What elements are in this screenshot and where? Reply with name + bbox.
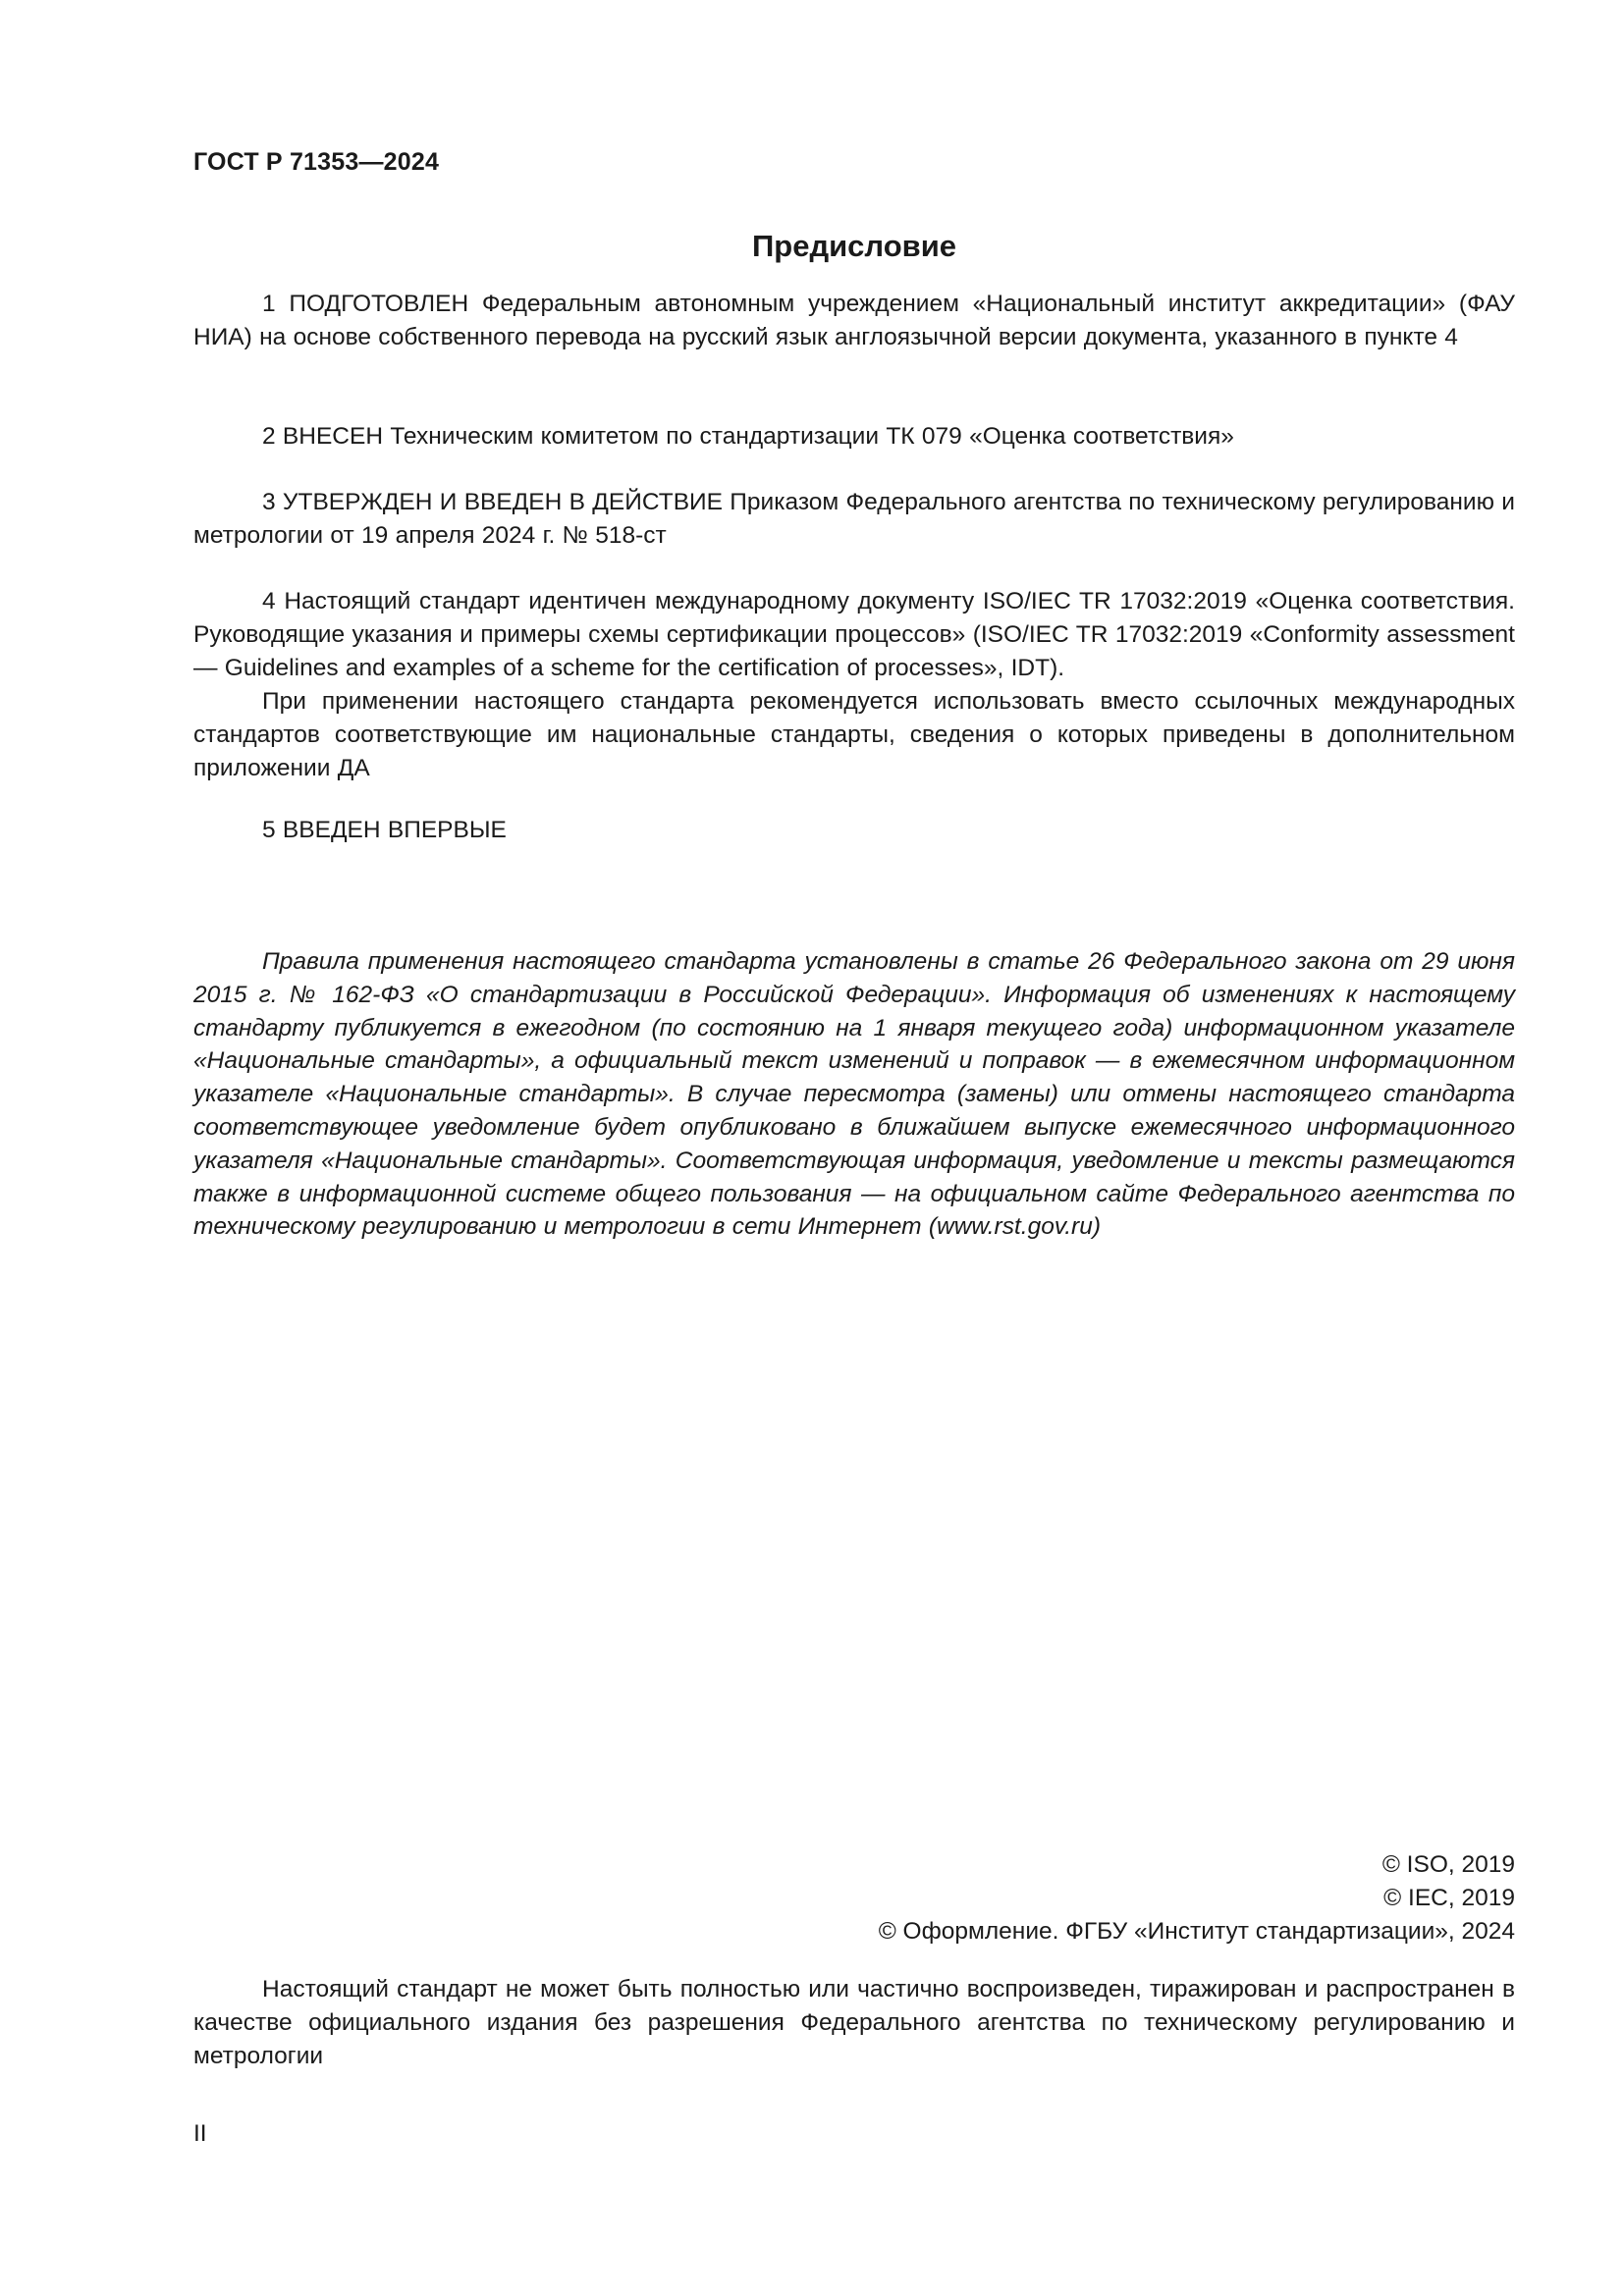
- foreword-item-5-text: 5 ВВЕДЕН ВПЕРВЫЕ: [262, 817, 507, 843]
- document-code: ГОСТ Р 71353—2024: [193, 148, 440, 176]
- foreword-item-3: [193, 486, 1515, 553]
- reproduction-notice-text: Настоящий стандарт не может быть полностью или частично воспроизведен, тиражирован и распространен в качестве официального издания без разрешения Федерального агентства по техническому регулированию и метрологии: [193, 1976, 1515, 2069]
- foreword-item-4: [193, 585, 1515, 785]
- foreword-item-1-text: 1 ПОДГОТОВЛЕН Федеральным автономным учреждением «Национальный институт аккредитации» (ФАУ НИА) на основе собственного перевода на русский язык англоязычной версии документа, указанного в пункте 4: [193, 291, 1515, 350]
- foreword-item-1: [193, 288, 1515, 354]
- page-title: Предисловие: [751, 229, 956, 263]
- copyright-block: [879, 1848, 1515, 1949]
- foreword-item-4-continuation: При применении настоящего стандарта рекомендуется использовать вместо ссылочных международных стандартов соответствующие им национальные стандарты, сведения о которых приведены в дополнительном приложении ДА: [193, 688, 1515, 781]
- legal-notice: [193, 945, 1515, 1244]
- foreword-item-3-text: 3 УТВЕРЖДЕН И ВВЕДЕН В ДЕЙСТВИЕ Приказом Федерального агентства по техническому регулированию и метрологии от 19 апреля 2024 г. № 518-ст: [193, 489, 1515, 549]
- reproduction-notice: [193, 1973, 1515, 2073]
- foreword-item-2: [193, 420, 1515, 454]
- foreword-item-2-text: 2 ВНЕСЕН Техническим комитетом по стандартизации ТК 079 «Оценка соответствия»: [262, 423, 1234, 450]
- page-number: II: [193, 2120, 207, 2147]
- legal-notice-text: Правила применения настоящего стандарта установлены в статье 26 Федерального закона от 29 июня 2015 г. № 162-ФЗ «О стандартизации в Российской Федерации». Информация об изменениях к настоящему стандарту публикуется в ежегодном (по состоянию на 1 января текущего года) информационном указателе «Национальные стандарты», а официальный текст изменений и поправок — в ежемесячном информационном указателе «Национальные стандарты». В случае пересмотра (замены) или отмены настоящего стандарта соответствующее уведомление будет опубликовано в ближайшем выпуске ежемесячного информационного указателя «Национальные стандарты». Соответствующая информация, уведомление и тексты размещаются также в информационной системе общего пользования — на официальном сайте Федерального агентства по техническому регулированию и метрологии в сети Интернет (www.rst.gov.ru): [193, 948, 1515, 1241]
- copyright-design: © Оформление. ФГБУ «Институт стандартизации», 2024: [878, 1918, 1515, 1945]
- copyright-iec: © IEC, 2019: [1383, 1885, 1515, 1911]
- copyright-iso: © ISO, 2019: [1381, 1851, 1515, 1878]
- foreword-item-5: [193, 814, 1515, 847]
- foreword-item-4-text: 4 Настоящий стандарт идентичен международному документу ISO/IEC TR 17032:2019 «Оценка соответствия. Руководящие указания и примеры схемы сертификации процессов» (ISO/IEC TR 17032:2019 «Conformity assessment — Guidelines and examples of a scheme for the certification of processes», IDT).: [193, 588, 1515, 681]
